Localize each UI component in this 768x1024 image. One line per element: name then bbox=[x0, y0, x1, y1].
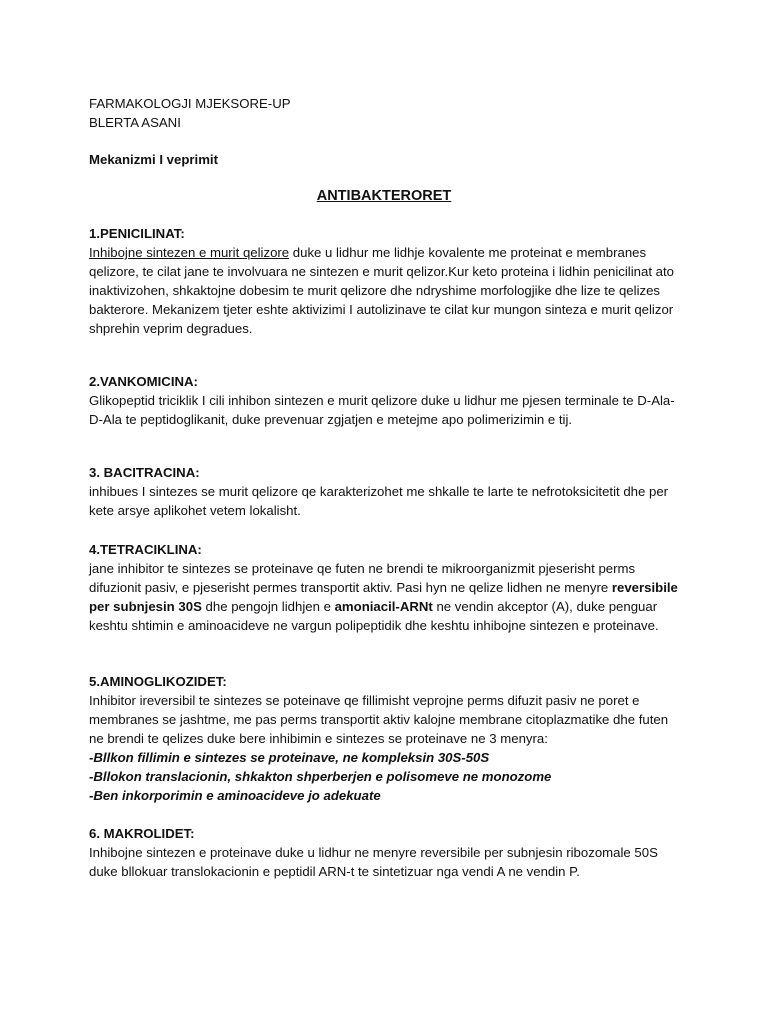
section-heading: 2.VANKOMICINA: bbox=[89, 374, 198, 389]
underlined-phrase: Inhibojne sintezen e murit qelizore bbox=[89, 245, 290, 260]
body-text: duke u lidhur me lidhje kovalente me proteinat e membranes qelizore, te cilat jane te involvuara ne sintezen e murit qelizor.Kur keto proteina i lidhin penicilinat ato inaktivizohen, shkaktojne dobesim te murit qelizore dhe ndryshime morfologjike dhe lize te qelizes bakterore. Mekanizem tjeter eshte aktivizimi I autolizinave te cilat kur mungon sinteza e murit qelizor shprehin veprim degradues. bbox=[89, 245, 674, 336]
body-text: ne vendin akceptor (A), duke penguar keshtu shtimin e aminoacideve ne vargun polipeptidik dhe keshtu inhibojne sintezen e proteinave. bbox=[89, 599, 659, 633]
section-aminoglikozidet bbox=[89, 672, 679, 805]
section-heading: 1.PENICILINAT: bbox=[89, 226, 185, 241]
section-body: inhibues I sintezes se murit qelizore qe karakterizohet me shkalle te larte te nefrotoksicitetit dhe per kete arsye aplikohet vetem lokalisht. bbox=[89, 484, 669, 518]
section-body: Inhibitor ireversibil te sintezes se poteinave qe fillimisht veprojne perms difuzit pasiv ne poret e membranes se jashtme, me pas perms transportit aktiv kalojne membrane citoplazmatike dhe futen ne brendi te qelizes duke bere inhibimin e sintezes se proteinave ne 3 menyra: bbox=[89, 693, 669, 746]
author-name: BLERTA ASANI bbox=[89, 115, 181, 130]
section-body: Glikopeptid triciklik I cili inhibon sintezen e murit qelizore duke u lidhur me pjesen terminale te D-Ala-D-Ala te peptidoglikanit, duke prevenuar zgjatjen e metejme apo polimerizimin e tij. bbox=[89, 393, 675, 427]
section-heading: 4.TETRACIKLINA: bbox=[89, 542, 202, 557]
section-body: Inhibojne sintezen e proteinave duke u lidhur ne menyre reversibile per subnjesin ribozomale 50S duke bllokuar translokacionin e peptidil ARN-t te sintetizuar nga vendi A ne vendin P. bbox=[89, 845, 658, 879]
document-header bbox=[89, 94, 679, 132]
bold-phrase: reversibile per subnjesin 30S bbox=[89, 580, 678, 614]
section-body bbox=[89, 559, 679, 635]
section-heading: 6. MAKROLIDET: bbox=[89, 826, 195, 841]
bold-phrase: amoniacil-ARNt bbox=[334, 599, 433, 614]
section-heading: 3. BACITRACINA: bbox=[89, 465, 200, 480]
section-penicilinat bbox=[89, 224, 679, 338]
list-item: -Bllkon fillimin e sintezes se proteinave, ne kompleksin 30S-50S bbox=[89, 750, 490, 765]
section-bacitracina bbox=[89, 463, 679, 520]
course-title: FARMAKOLOGJI MJEKSORE-UP bbox=[89, 96, 291, 111]
body-text: jane inhibitor te sintezes se proteinave qe futen ne brendi te mikroorganizmit pjeserisht perms difuzionit pasiv, e pjeserisht permes transportit aktiv. Pasi hyn ne qelize lidhen ne menyre bbox=[89, 561, 636, 595]
list-item: -Ben inkorporimin e aminoacideve jo adekuate bbox=[89, 788, 381, 803]
section-heading: 5.AMINOGLIKOZIDET: bbox=[89, 674, 227, 689]
section-vankomicina bbox=[89, 372, 679, 429]
section-tetraciklina bbox=[89, 540, 679, 635]
section-body bbox=[89, 243, 679, 338]
page-title: ANTIBAKTERORET bbox=[316, 188, 452, 204]
section-makrolidet bbox=[89, 824, 679, 881]
list-item: -Bllokon translacionin, shkakton shperberjen e polisomeve ne monozome bbox=[89, 769, 552, 784]
body-text: dhe pengojn lidhjen e bbox=[201, 599, 335, 614]
subtitle: Mekanizmi I veprimit bbox=[89, 152, 218, 167]
